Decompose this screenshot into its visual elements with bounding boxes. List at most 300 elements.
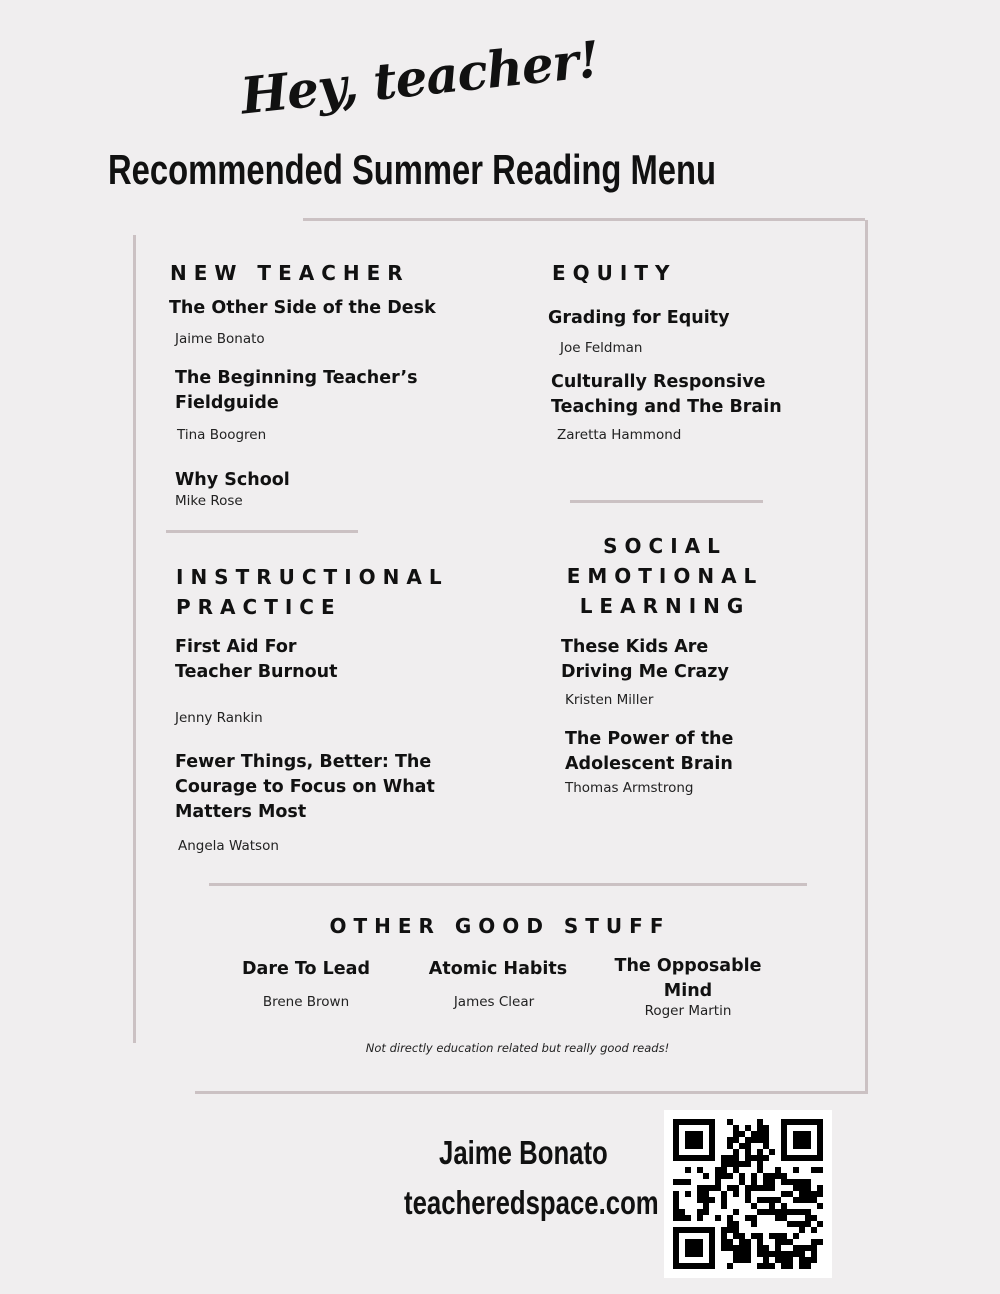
qr-module — [697, 1209, 703, 1215]
qr-module — [685, 1239, 691, 1245]
qr-module — [811, 1251, 817, 1257]
qr-module — [697, 1197, 703, 1203]
qr-module — [703, 1155, 709, 1161]
qr-module — [763, 1245, 769, 1251]
book-title: These Kids Are Driving Me Crazy — [561, 637, 729, 682]
qr-module — [733, 1257, 739, 1263]
qr-module — [709, 1239, 715, 1245]
qr-module — [709, 1227, 715, 1233]
qr-module — [799, 1119, 805, 1125]
qr-module — [787, 1263, 793, 1269]
qr-module — [793, 1197, 799, 1203]
qr-module — [739, 1233, 745, 1239]
qr-module — [685, 1263, 691, 1269]
qr-module — [673, 1209, 679, 1215]
qr-code[interactable] — [664, 1110, 832, 1278]
qr-module — [817, 1185, 823, 1191]
qr-module — [799, 1251, 805, 1257]
qr-module — [757, 1263, 763, 1269]
qr-module — [763, 1263, 769, 1269]
qr-module — [757, 1251, 763, 1257]
qr-module — [817, 1239, 823, 1245]
qr-module — [697, 1167, 703, 1173]
qr-module — [733, 1227, 739, 1233]
qr-module — [763, 1179, 769, 1185]
qr-module — [727, 1137, 733, 1143]
qr-module — [781, 1155, 787, 1161]
divider — [133, 235, 136, 1043]
qr-module — [763, 1209, 769, 1215]
qr-module — [817, 1125, 823, 1131]
qr-module — [775, 1173, 781, 1179]
author-name: Jaime Bonato — [439, 1134, 608, 1171]
qr-module — [673, 1251, 679, 1257]
qr-module — [691, 1143, 697, 1149]
qr-module — [811, 1197, 817, 1203]
qr-module — [775, 1215, 781, 1221]
qr-module — [739, 1143, 745, 1149]
qr-module — [703, 1227, 709, 1233]
qr-module — [703, 1191, 709, 1197]
divider — [195, 1091, 868, 1094]
qr-module — [757, 1239, 763, 1245]
qr-module — [739, 1131, 745, 1137]
qr-module — [775, 1197, 781, 1203]
qr-module — [697, 1143, 703, 1149]
qr-module — [727, 1161, 733, 1167]
qr-module — [685, 1245, 691, 1251]
qr-module — [721, 1191, 727, 1197]
qr-module — [685, 1137, 691, 1143]
qr-module — [685, 1167, 691, 1173]
qr-module — [739, 1179, 745, 1185]
qr-module — [721, 1245, 727, 1251]
qr-module — [685, 1191, 691, 1197]
qr-module — [685, 1215, 691, 1221]
qr-module — [769, 1173, 775, 1179]
qr-module — [787, 1251, 793, 1257]
qr-module — [769, 1185, 775, 1191]
qr-module — [715, 1215, 721, 1221]
qr-module — [799, 1245, 805, 1251]
qr-module — [679, 1215, 685, 1221]
qr-module — [703, 1203, 709, 1209]
qr-module — [757, 1197, 763, 1203]
qr-module — [817, 1149, 823, 1155]
qr-module — [763, 1143, 769, 1149]
book-title: First Aid For Teacher Burnout — [175, 637, 338, 682]
qr-module — [733, 1245, 739, 1251]
qr-module — [721, 1227, 727, 1233]
qr-module — [781, 1131, 787, 1137]
book-title: Grading for Equity — [548, 308, 730, 328]
qr-module — [673, 1227, 679, 1233]
qr-module — [781, 1263, 787, 1269]
qr-module — [757, 1167, 763, 1173]
qr-module — [709, 1257, 715, 1263]
qr-module — [763, 1131, 769, 1137]
qr-module — [787, 1119, 793, 1125]
qr-module — [697, 1155, 703, 1161]
qr-module — [685, 1179, 691, 1185]
qr-module — [685, 1227, 691, 1233]
qr-module — [745, 1185, 751, 1191]
qr-module — [709, 1197, 715, 1203]
qr-module — [709, 1155, 715, 1161]
qr-module — [697, 1131, 703, 1137]
qr-module — [691, 1263, 697, 1269]
qr-module — [727, 1119, 733, 1125]
book-author: Brene Brown — [262, 994, 350, 1010]
qr-module — [799, 1143, 805, 1149]
qr-module — [817, 1137, 823, 1143]
qr-module — [673, 1137, 679, 1143]
qr-module — [805, 1257, 811, 1263]
qr-module — [709, 1119, 715, 1125]
qr-module — [757, 1161, 763, 1167]
qr-module — [727, 1155, 733, 1161]
website-link[interactable]: teacheredspace.com — [404, 1184, 659, 1221]
qr-module — [721, 1167, 727, 1173]
qr-module — [817, 1119, 823, 1125]
greeting: Hey, teacher! — [237, 29, 602, 126]
qr-module — [787, 1191, 793, 1197]
qr-module — [793, 1233, 799, 1239]
qr-module — [769, 1197, 775, 1203]
qr-module — [733, 1161, 739, 1167]
qr-module — [811, 1239, 817, 1245]
qr-module — [673, 1263, 679, 1269]
qr-module — [751, 1215, 757, 1221]
qr-module — [715, 1185, 721, 1191]
qr-module — [745, 1143, 751, 1149]
book-author: Kristen Miller — [565, 692, 654, 708]
qr-module — [733, 1221, 739, 1227]
qr-module — [679, 1263, 685, 1269]
section-heading-new-teacher: NEW TEACHER — [170, 261, 410, 285]
qr-module — [805, 1143, 811, 1149]
book-author: Angela Watson — [178, 838, 279, 854]
qr-module — [751, 1137, 757, 1143]
qr-module — [673, 1233, 679, 1239]
qr-module — [733, 1125, 739, 1131]
qr-code-image — [664, 1110, 832, 1278]
qr-module — [727, 1173, 733, 1179]
qr-module — [679, 1179, 685, 1185]
qr-module — [811, 1155, 817, 1161]
qr-module — [805, 1221, 811, 1227]
qr-module — [703, 1173, 709, 1179]
qr-module — [763, 1155, 769, 1161]
qr-module — [751, 1131, 757, 1137]
qr-module — [775, 1257, 781, 1263]
qr-module — [697, 1185, 703, 1191]
qr-module — [709, 1233, 715, 1239]
qr-module — [805, 1131, 811, 1137]
divider — [209, 883, 807, 886]
book-title: Why School — [175, 470, 290, 490]
qr-module — [709, 1185, 715, 1191]
qr-module — [811, 1119, 817, 1125]
qr-module — [781, 1257, 787, 1263]
qr-module — [781, 1179, 787, 1185]
qr-module — [727, 1185, 733, 1191]
qr-module — [817, 1191, 823, 1197]
qr-module — [781, 1137, 787, 1143]
qr-module — [733, 1155, 739, 1161]
qr-module — [697, 1263, 703, 1269]
qr-module — [781, 1173, 787, 1179]
qr-module — [793, 1155, 799, 1161]
qr-module — [703, 1263, 709, 1269]
qr-module — [757, 1185, 763, 1191]
qr-module — [745, 1191, 751, 1197]
section-heading-instructional-practice: INSTRUCTIONAL PRACTICE — [176, 565, 449, 619]
book-author: Zaretta Hammond — [557, 427, 682, 443]
book-title: The Beginning Teacher’s Fieldguide — [175, 368, 418, 413]
qr-module — [793, 1119, 799, 1125]
qr-module — [709, 1245, 715, 1251]
qr-module — [781, 1143, 787, 1149]
qr-module — [727, 1221, 733, 1227]
qr-module — [715, 1179, 721, 1185]
qr-module — [799, 1257, 805, 1263]
qr-module — [727, 1245, 733, 1251]
book-title: Dare To Lead — [241, 959, 370, 979]
qr-module — [673, 1155, 679, 1161]
qr-module — [685, 1119, 691, 1125]
qr-module — [781, 1203, 787, 1209]
qr-module — [673, 1245, 679, 1251]
qr-module — [781, 1119, 787, 1125]
qr-module — [781, 1191, 787, 1197]
qr-module — [709, 1131, 715, 1137]
qr-module — [781, 1251, 787, 1257]
qr-module — [745, 1155, 751, 1161]
qr-module — [697, 1245, 703, 1251]
qr-module — [757, 1155, 763, 1161]
qr-module — [697, 1119, 703, 1125]
qr-module — [739, 1257, 745, 1263]
qr-module — [691, 1131, 697, 1137]
qr-module — [763, 1197, 769, 1203]
qr-module — [727, 1215, 733, 1221]
qr-module — [811, 1191, 817, 1197]
qr-module — [769, 1203, 775, 1209]
qr-module — [685, 1155, 691, 1161]
qr-module — [811, 1227, 817, 1233]
book-author: Jenny Rankin — [175, 710, 263, 726]
qr-module — [799, 1137, 805, 1143]
book-title: Culturally Responsive Teaching and The Brain — [551, 372, 782, 417]
qr-module — [763, 1137, 769, 1143]
qr-module — [751, 1203, 757, 1209]
qr-module — [805, 1179, 811, 1185]
qr-module — [673, 1203, 679, 1209]
qr-module — [781, 1233, 787, 1239]
qr-module — [691, 1245, 697, 1251]
qr-module — [679, 1155, 685, 1161]
qr-module — [817, 1143, 823, 1149]
qr-module — [733, 1233, 739, 1239]
qr-module — [733, 1167, 739, 1173]
qr-module — [757, 1119, 763, 1125]
qr-module — [805, 1263, 811, 1269]
qr-module — [763, 1257, 769, 1263]
divider — [865, 220, 868, 1092]
qr-module — [709, 1149, 715, 1155]
qr-module — [799, 1179, 805, 1185]
qr-module — [793, 1143, 799, 1149]
qr-module — [793, 1137, 799, 1143]
qr-module — [763, 1185, 769, 1191]
qr-module — [781, 1149, 787, 1155]
qr-module — [721, 1203, 727, 1209]
qr-module — [775, 1209, 781, 1215]
qr-module — [733, 1191, 739, 1197]
qr-module — [787, 1257, 793, 1263]
qr-module — [793, 1209, 799, 1215]
qr-module — [763, 1251, 769, 1257]
qr-module — [727, 1227, 733, 1233]
qr-module — [775, 1245, 781, 1251]
qr-module — [817, 1203, 823, 1209]
qr-module — [673, 1215, 679, 1221]
other-note: Not directly education related but really good reads! — [365, 1041, 670, 1055]
qr-module — [757, 1131, 763, 1137]
qr-module — [745, 1197, 751, 1203]
divider — [303, 218, 865, 221]
qr-module — [805, 1197, 811, 1203]
qr-module — [757, 1149, 763, 1155]
book-author: Thomas Armstrong — [565, 780, 694, 796]
qr-module — [793, 1251, 799, 1257]
section-heading-social-emotional-learning: SOCIAL EMOTIONAL LEARNING — [566, 534, 764, 618]
qr-module — [721, 1197, 727, 1203]
qr-module — [781, 1125, 787, 1131]
qr-module — [805, 1245, 811, 1251]
qr-module — [727, 1239, 733, 1245]
qr-module — [787, 1221, 793, 1227]
qr-module — [679, 1227, 685, 1233]
qr-module — [673, 1239, 679, 1245]
qr-module — [769, 1233, 775, 1239]
qr-module — [793, 1221, 799, 1227]
qr-module — [685, 1251, 691, 1257]
qr-module — [733, 1251, 739, 1257]
qr-module — [709, 1143, 715, 1149]
qr-module — [763, 1125, 769, 1131]
qr-module — [673, 1179, 679, 1185]
qr-module — [805, 1119, 811, 1125]
qr-module — [721, 1233, 727, 1239]
qr-module — [709, 1125, 715, 1131]
qr-module — [691, 1251, 697, 1257]
qr-module — [793, 1185, 799, 1191]
qr-module — [697, 1137, 703, 1143]
qr-module — [691, 1239, 697, 1245]
qr-module — [757, 1233, 763, 1239]
qr-module — [751, 1221, 757, 1227]
qr-module — [709, 1137, 715, 1143]
qr-module — [811, 1257, 817, 1263]
qr-module — [739, 1239, 745, 1245]
divider — [570, 500, 763, 503]
qr-module — [769, 1149, 775, 1155]
qr-module — [739, 1245, 745, 1251]
qr-module — [721, 1161, 727, 1167]
book-title: The Power of the Adolescent Brain — [565, 729, 734, 774]
qr-module — [679, 1209, 685, 1215]
qr-module — [793, 1167, 799, 1173]
qr-module — [799, 1185, 805, 1191]
qr-module — [745, 1149, 751, 1155]
qr-module — [805, 1155, 811, 1161]
qr-module — [799, 1263, 805, 1269]
book-author: Joe Feldman — [560, 340, 643, 356]
qr-module — [799, 1191, 805, 1197]
book-author: James Clear — [453, 994, 535, 1010]
qr-module — [691, 1137, 697, 1143]
qr-module — [673, 1197, 679, 1203]
qr-module — [805, 1185, 811, 1191]
qr-module — [721, 1239, 727, 1245]
qr-module — [769, 1179, 775, 1185]
book-title: The Other Side of the Desk — [169, 298, 436, 318]
book-author: Roger Martin — [644, 1003, 732, 1019]
qr-module — [817, 1167, 823, 1173]
qr-module — [697, 1227, 703, 1233]
qr-module — [805, 1137, 811, 1143]
qr-module — [781, 1239, 787, 1245]
qr-module — [787, 1179, 793, 1185]
qr-module — [775, 1251, 781, 1257]
book-author: Tina Boogren — [177, 427, 267, 443]
qr-module — [673, 1149, 679, 1155]
qr-module — [757, 1137, 763, 1143]
qr-module — [781, 1215, 787, 1221]
qr-module — [769, 1209, 775, 1215]
qr-module — [727, 1143, 733, 1149]
book-title: Atomic Habits — [428, 959, 568, 979]
qr-module — [793, 1131, 799, 1137]
qr-module — [745, 1245, 751, 1251]
section-heading-equity: EQUITY — [552, 261, 677, 285]
qr-module — [733, 1209, 739, 1215]
qr-module — [745, 1161, 751, 1167]
qr-module — [709, 1251, 715, 1257]
qr-module — [751, 1233, 757, 1239]
qr-module — [697, 1191, 703, 1197]
qr-module — [769, 1251, 775, 1257]
qr-module — [697, 1239, 703, 1245]
book-author: Mike Rose — [175, 493, 243, 509]
qr-module — [805, 1209, 811, 1215]
qr-module — [673, 1131, 679, 1137]
qr-module — [703, 1119, 709, 1125]
qr-module — [757, 1245, 763, 1251]
book-title: The Opposable Mind — [614, 956, 762, 1001]
section-heading-other-good-stuff: OTHER GOOD STUFF — [329, 914, 671, 938]
qr-module — [799, 1155, 805, 1161]
qr-module — [733, 1131, 739, 1137]
qr-module — [787, 1155, 793, 1161]
qr-module — [679, 1119, 685, 1125]
qr-module — [703, 1197, 709, 1203]
qr-module — [715, 1167, 721, 1173]
qr-module — [781, 1209, 787, 1215]
qr-module — [691, 1155, 697, 1161]
